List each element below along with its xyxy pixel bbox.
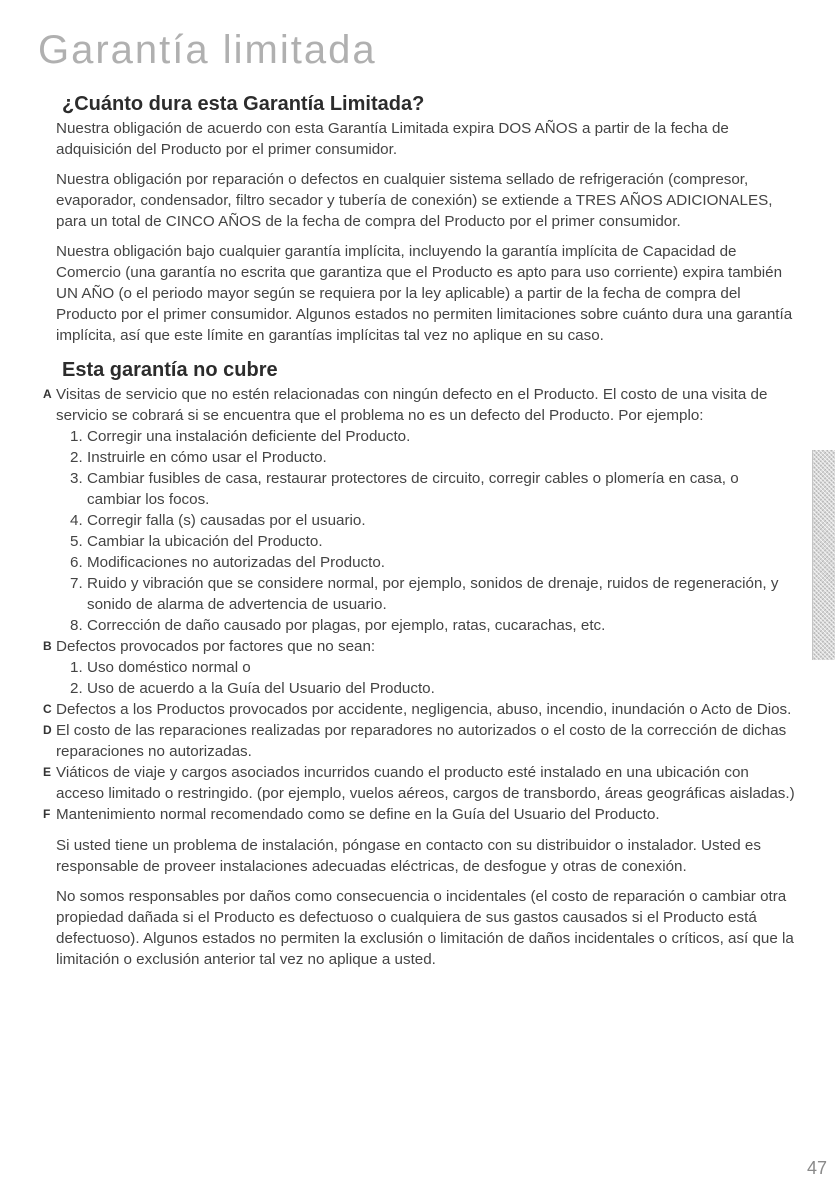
language-side-tab — [812, 450, 835, 660]
duration-paragraph: Nuestra obligación bajo cualquier garantía implícita, incluyendo la garantía implícita de Capacidad de Comercio (una garantía no escrita que garantiza que el Producto es apto para uso corriente) expira también UN AÑO (o el periodo mayor según se requiera por la ley aplicable) a partir de la fecha de compra del Producto por el primer consumidor. Algunos estados no permiten limitaciones sobre cuánto dura una garantía implícita, así que este límite en garantías implícitas tal vez no aplique en su caso. — [56, 243, 793, 344]
clause-body: Defectos a los Productos provocados por accidente, negligencia, abuso, incendio, inundación o Acto de Dios. — [56, 701, 792, 718]
list-item-number: 6. — [70, 554, 83, 571]
clause-letter: F — [43, 807, 51, 821]
closing-paragraph: Si usted tiene un problema de instalación, póngase en contacto con su distribuidor o instalador. Usted es responsable de proveer instalaciones adecuadas eléctricas, de desfogue y otras de conexión. — [56, 837, 761, 875]
clause-text — [43, 636, 796, 657]
list-item — [70, 678, 796, 699]
list-item-text: Corregir falla (s) causadas por el usuario. — [87, 512, 366, 529]
page-number: 47 — [807, 1158, 828, 1178]
clause-body: Mantenimiento normal recomendado como se define en la Guía del Usuario del Producto. — [56, 806, 660, 823]
list-item — [70, 657, 796, 678]
exclusion-clauses — [43, 384, 796, 825]
clause-letter: E — [43, 765, 52, 779]
list-item — [70, 531, 796, 552]
page-content — [43, 92, 796, 979]
exclusion-clause — [43, 384, 796, 636]
list-item-number: 5. — [70, 533, 83, 550]
list-item-number: 1. — [70, 428, 83, 445]
clause-item-list — [56, 657, 796, 699]
clause-text — [43, 384, 796, 426]
closing-paragraph: No somos responsables por daños como consecuencia o incidentales (el costo de reparación o cambiar otra propiedad dañada si el Producto es defectuoso o cualquiera de sus gastos causados si el Producto está defectuoso). Algunos estados no permiten la exclusión o limitación de daños incidentales o críticos, así que la limitación o exclusión anterior tal vez no aplique a usted. — [56, 888, 794, 968]
duration-paragraph: Nuestra obligación de acuerdo con esta Garantía Limitada expira DOS AÑOS a partir de la fecha de adquisición del Producto por el primer consumidor. — [56, 120, 729, 158]
list-item — [70, 615, 796, 636]
list-item-text: Uso doméstico normal o — [87, 659, 251, 676]
clause-letter: B — [43, 639, 52, 653]
clause-text — [43, 762, 796, 804]
clause-body: El costo de las reparaciones realizadas por reparadores no autorizados o el costo de la corrección de dichas reparaciones no autorizadas. — [56, 722, 787, 760]
list-item — [70, 426, 796, 447]
clause-body: Viáticos de viaje y cargos asociados incurridos cuando el producto esté instalado en una ubicación con acceso limitado o restringido. (por ejemplo, vuelos aéreos, cargos de transbordo, áreas geográficas aisladas.) — [56, 764, 795, 802]
list-item-text: Cambiar fusibles de casa, restaurar protectores de circuito, corregir cables o plomería en casa, o cambiar los focos. — [87, 470, 739, 508]
section-heading-duration: ¿Cuánto dura esta Garantía Limitada? — [62, 93, 425, 115]
clause-body: Visitas de servicio que no estén relacionadas con ningún defecto en el Producto. El costo de una visita de servicio se cobrará si se encuentra que el problema no es un defecto del Producto. Por ejemplo: — [56, 386, 768, 424]
clause-text — [43, 804, 796, 825]
exclusion-clause — [43, 699, 796, 720]
closing-text — [56, 835, 796, 970]
list-item-number: 2. — [70, 449, 83, 466]
list-item-text: Uso de acuerdo a la Guía del Usuario del Producto. — [87, 680, 435, 697]
list-item — [70, 552, 796, 573]
exclusion-clause — [43, 762, 796, 804]
list-item — [70, 510, 796, 531]
exclusion-clause — [43, 804, 796, 825]
list-item-text: Corregir una instalación deficiente del Producto. — [87, 428, 411, 445]
page-title: Garantía limitada — [38, 28, 377, 72]
exclusion-clause — [43, 720, 796, 762]
list-item-text: Corrección de daño causado por plagas, por ejemplo, ratas, cucarachas, etc. — [87, 617, 606, 634]
clause-item-list — [56, 426, 796, 636]
list-item-text: Modificaciones no autorizadas del Producto. — [87, 554, 386, 571]
list-item — [70, 447, 796, 468]
list-item-number: 8. — [70, 617, 83, 634]
section-heading-exclusions: Esta garantía no cubre — [62, 359, 278, 381]
clause-text — [43, 699, 796, 720]
exclusion-clause — [43, 636, 796, 699]
list-item-number: 7. — [70, 575, 83, 592]
list-item-number: 2. — [70, 680, 83, 697]
clause-letter: D — [43, 723, 52, 737]
clause-text — [43, 720, 796, 762]
list-item-text: Ruido y vibración que se considere normal, por ejemplo, sonidos de drenaje, ruidos de regeneración, y sonido de alarma de advertencia de usuario. — [87, 575, 779, 613]
list-item-number: 4. — [70, 512, 83, 529]
list-item-number: 1. — [70, 659, 83, 676]
list-item-text: Instruirle en cómo usar el Producto. — [87, 449, 327, 466]
list-item — [70, 468, 796, 510]
list-item — [70, 573, 796, 615]
clause-body: Defectos provocados por factores que no sean: — [56, 638, 376, 655]
clause-letter: A — [43, 387, 52, 401]
list-item-text: Cambiar la ubicación del Producto. — [87, 533, 323, 550]
list-item-number: 3. — [70, 470, 83, 487]
clause-letter: C — [43, 702, 52, 716]
duration-paragraph: Nuestra obligación por reparación o defectos en cualquier sistema sellado de refrigeración (compresor, evaporador, condensador, filtro secador y tubería de conexión) se extiende a TRES AÑOS ADICIONALES, para un total de CINCO AÑOS de la fecha de compra del Producto por el primer consumidor. — [56, 171, 773, 230]
